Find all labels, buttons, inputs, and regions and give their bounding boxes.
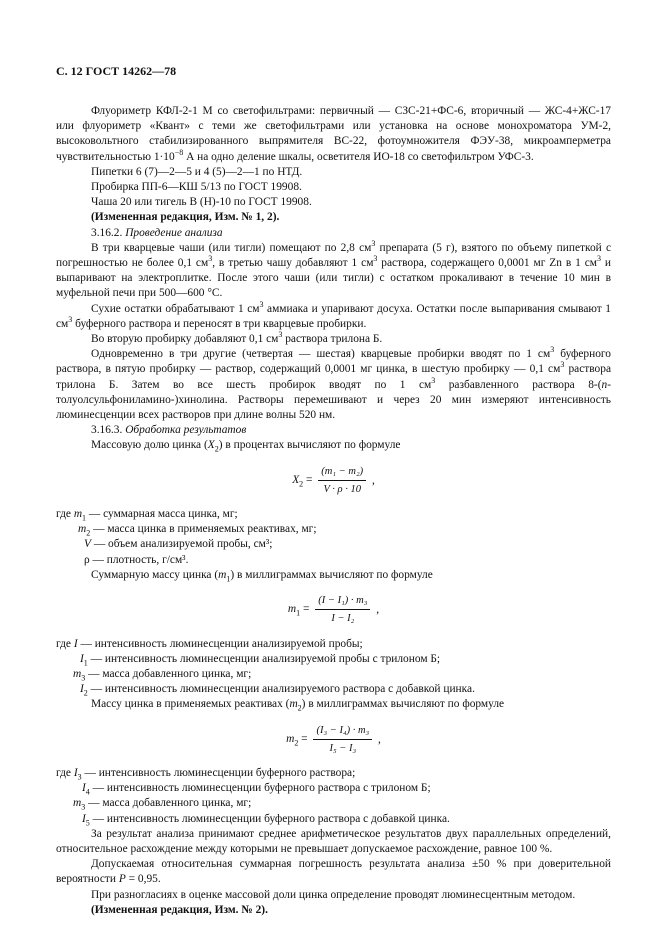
- revision-note-2: (Измененная редакция, Изм. № 2).: [91, 903, 268, 916]
- analysis-paragraph-4: Одновременно в три другие (четвертая — шестая) кварцевые пробирки вводят по 1 $см^3$ буферного раствора, в пятую пробирку — раствор, содержащий 0,0001 мг цинка, в шестую пробирку — 0,1 $см^3$ раствора трилона Б. Затем во все шесть пробирок вводят по 1 $см^3$ разбавленного раствора 8-(n-толуолсульфониламино-)хинолина. Растворы перемешивают и через 20 мин измеряют интенсивность люминесценции всех растворов при длине волны 520 нм.: [56, 345, 612, 422]
- definition-item: $I_2$ — интенсивность люминесценции анализируемого раствора с добавкой цинка.: [80, 683, 475, 698]
- results-intro: Массовую долю цинка $(X_2)$ в процентах вычисляют по формуле: [91, 439, 401, 454]
- definition-item: $m_3$ — масса добавленного цинка, мг;: [73, 797, 252, 812]
- definition-item: V — объем анализируемой пробы, см³;: [84, 538, 273, 551]
- m1-intro: Суммарную массу цинка $(m_1)$ в миллиграммах вычисляют по формуле: [91, 568, 433, 584]
- document-body: [56, 104, 611, 918]
- dispute-paragraph: При разногласиях в оценке массовой доли цинка определение проводят люминесцентным методом.: [91, 888, 576, 901]
- tube-line: Пробирка ПП-6—КШ 5/13 по ГОСТ 19908.: [91, 181, 302, 194]
- definition-item: $I_1$ — интенсивность люминесценции анализируемой пробы с трилоном Б;: [80, 652, 441, 667]
- definition-item: где I — интенсивность люминесценции анализируемой пробы;: [56, 637, 363, 650]
- analysis-paragraph-2: Сухие остатки обрабатывают 1 $см^3$ аммиака и упаривают досуха. Остатки после выпаривания смывают 1 $см^3$ буферного раствора и переносят в три кварцевые пробирки.: [56, 299, 611, 330]
- definition-item: $m_2$ — масса цинка в применяемых реактивах, мг;: [78, 523, 317, 538]
- definition-item: ρ — плотность, г/см³.: [84, 553, 189, 566]
- page-header: С. 12 ГОСТ 14262—78: [56, 64, 177, 78]
- pipettes-line: Пипетки 6 (7)—2—5 и 4 (5)—2—1 по НТД.: [91, 165, 303, 178]
- definitions-m2: [56, 766, 611, 827]
- formula-m1: $m_1$ = $\frac{\text{(I − I₁) · m₃}}{\text{I − I₂}}$ ,: [287, 595, 380, 625]
- definition-item: $m_3$ — масса добавленного цинка, мг;: [73, 667, 252, 683]
- m2-intro: Массу цинка в применяемых реактивах $(m_2)$ в миллиграммах вычисляют по формуле: [91, 698, 505, 713]
- analysis-paragraph-1: В три кварцевые чаши (или тигли) помещают по 2,8 $см^3$ препарата (5 г), взятого по объему пипеткой с погрешностью не более 0,1 $см^3$, в третью чашу добавляют 1 $см^3$ раствора, содержащего 0,0001 мг Zn в 1 $см^3$ и выпаривают на электроплитке. После этого чаши (или тигли) с остатком прокаливают в течение 10 мин в муфельной печи при 500—600 °С.: [56, 239, 611, 300]
- formula-m2: $m_2$ = $\frac{\text{(I₃ − I₄) · m₃}}{\text{I₅ − I₃}}$ ,: [286, 724, 381, 754]
- section-heading-results: 3.16.3. Обработка результатов: [91, 424, 247, 437]
- definitions-x2: [56, 507, 611, 568]
- error-paragraph: Допускаемая относительная суммарная погрешность результата анализа ±50 % при доверительной вероятности P = 0,95.: [56, 858, 611, 886]
- definition-item: $I_4$ — интенсивность люминесценции буферного раствора с трилоном Б;: [82, 782, 431, 797]
- analysis-paragraph-3: Во вторую пробирку добавляют 0,1 $см^3$ раствора трилона Б.: [91, 330, 383, 346]
- definition-item: где $I_3$ — интенсивность люминесценции буферного раствора;: [56, 766, 356, 782]
- formula-x2: $X_2$ = $\frac{\text{(m₁ − m₂)}}{V \cdot \rho \cdot 10}$ ,: [292, 465, 375, 495]
- bowl-line: Чаша 20 или тигель В (Н)-10 по ГОСТ 19908.: [91, 196, 312, 209]
- result-paragraph: За результат анализа принимают среднее арифметическое результатов двух параллельных определений, относительное расхождение между которыми не превышает допускаемое расхождение, равное 100 %.: [56, 827, 611, 855]
- section-heading-analysis: 3.16.2. Проведение анализа: [91, 226, 223, 239]
- definition-item: где $m_1$ — суммарная масса цинка, мг;: [56, 508, 238, 523]
- definitions-m1: [56, 637, 611, 698]
- revision-note-1: (Измененная редакция, Изм. № 1, 2).: [91, 211, 280, 224]
- definition-item: $I_5$ — интенсивность люминесценции буферного раствора с добавкой цинка.: [82, 812, 450, 827]
- equipment-paragraph: Флуориметр КФЛ-2-1 М со светофильтрами: первичный — СЗС-21+ФС-6, вторичный — ЖС-4+ЖС-17 или флуориметр «Квант» с теми же светофильтрами или установка на основе монохроматора УМ-2, высоковольтного стабилизированного выпрямителя ВС-22, фотоумножителя ФЭУ-38, микроамперметра чувствительностью $1\cdot 10^{-8}$ А на одно деление шкалы, осветителя ИО-18 со светофильтром УФС-3.: [56, 105, 611, 163]
